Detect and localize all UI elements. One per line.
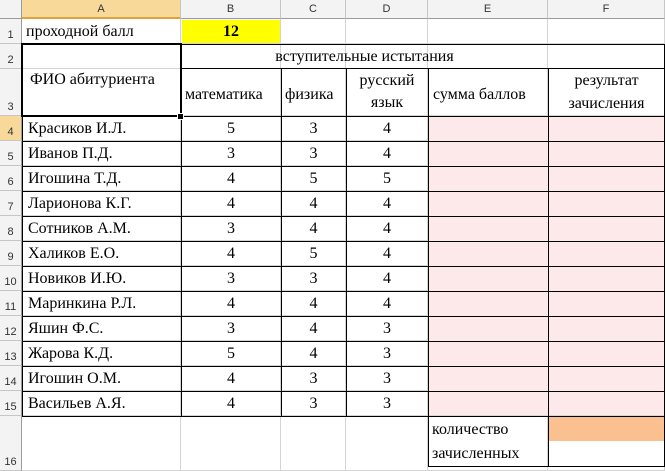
russian-score[interactable]: 3: [383, 395, 391, 412]
enrolled-count-label-line2[interactable]: зачисленных: [432, 445, 520, 462]
math-score[interactable]: 3: [227, 220, 235, 237]
grid-cell[interactable]: [346, 19, 428, 44]
grid-cell[interactable]: [181, 416, 281, 471]
applicant-name[interactable]: Новиков И.Ю.: [28, 270, 127, 287]
table-border: [22, 216, 665, 217]
applicant-name[interactable]: Яшин Ф.С.: [28, 320, 104, 337]
applicant-name[interactable]: Иванов П.Д.: [28, 145, 113, 162]
applicant-name[interactable]: Красиков И.Л.: [28, 120, 127, 137]
applicant-name[interactable]: Ларионова К.Г.: [28, 195, 132, 212]
header-sum[interactable]: сумма баллов: [433, 86, 526, 103]
applicant-name[interactable]: Игошина Т.Д.: [28, 170, 122, 187]
physics-score[interactable]: 4: [309, 195, 318, 212]
grid-cell[interactable]: [22, 416, 181, 471]
column-header-f[interactable]: F: [548, 0, 665, 19]
math-score[interactable]: 3: [227, 270, 235, 287]
physics-score[interactable]: 3: [309, 270, 318, 287]
table-border: [22, 291, 665, 292]
header-exams[interactable]: вступительные истытания: [275, 48, 454, 65]
russian-score[interactable]: 4: [383, 195, 391, 212]
math-score[interactable]: 4: [227, 395, 235, 412]
row-header-4[interactable]: 4: [0, 116, 22, 141]
row-header-5[interactable]: 5: [0, 141, 22, 166]
row-header-12[interactable]: 12: [0, 316, 22, 341]
grid-cell[interactable]: [281, 19, 346, 44]
column-header-a[interactable]: A: [22, 0, 181, 19]
column-header-c[interactable]: C: [281, 0, 346, 19]
grid-cell[interactable]: [281, 416, 346, 471]
math-score[interactable]: 5: [227, 120, 235, 137]
table-border: [22, 416, 665, 417]
physics-score[interactable]: 5: [309, 170, 318, 187]
header-fio[interactable]: ФИО абитуриента: [30, 71, 155, 88]
table-border: [428, 68, 429, 416]
row-header-2[interactable]: 2: [0, 44, 22, 69]
table-border: [22, 266, 665, 267]
header-result-line1[interactable]: результат: [574, 72, 639, 89]
grid-cell[interactable]: [548, 19, 665, 44]
grid-cell[interactable]: [428, 19, 548, 44]
column-header-b[interactable]: B: [181, 0, 281, 19]
russian-score[interactable]: 3: [383, 345, 391, 362]
header-russian-line2[interactable]: язык: [370, 94, 404, 111]
math-score[interactable]: 3: [227, 145, 235, 162]
math-score[interactable]: 4: [227, 170, 235, 187]
row-header-3[interactable]: 3: [0, 69, 22, 116]
applicant-name[interactable]: Халиков Е.О.: [28, 245, 120, 262]
table-border: [181, 68, 665, 69]
row-header-11[interactable]: 11: [0, 291, 22, 316]
row-header-7[interactable]: 7: [0, 191, 22, 216]
physics-score[interactable]: 4: [309, 295, 318, 312]
applicant-name[interactable]: Сотников А.М.: [28, 220, 131, 237]
applicant-name[interactable]: Игошин О.М.: [28, 370, 121, 387]
physics-score[interactable]: 5: [309, 245, 318, 262]
passing-score-label[interactable]: проходной балл: [26, 23, 134, 40]
russian-score[interactable]: 4: [383, 145, 391, 162]
physics-score[interactable]: 4: [309, 345, 318, 362]
russian-score[interactable]: 3: [383, 370, 391, 387]
physics-score[interactable]: 3: [309, 145, 318, 162]
table-border: [22, 316, 665, 317]
table-border: [22, 366, 665, 367]
physics-score[interactable]: 3: [309, 120, 318, 137]
applicant-name[interactable]: Маринкина Р.Л.: [28, 295, 137, 312]
russian-score[interactable]: 4: [383, 295, 391, 312]
passing-score-value[interactable]: 12: [223, 23, 239, 40]
enrolled-count-cell[interactable]: [549, 416, 665, 441]
header-physics[interactable]: физика: [285, 86, 334, 103]
table-border: [548, 68, 549, 416]
table-border: [22, 241, 665, 242]
physics-score[interactable]: 4: [309, 320, 318, 337]
header-result-line2[interactable]: зачисления: [568, 95, 645, 112]
table-border: [428, 416, 429, 466]
select-all-corner[interactable]: [0, 0, 22, 19]
row-header-6[interactable]: 6: [0, 166, 22, 191]
table-border: [281, 68, 282, 416]
applicant-name[interactable]: Васильев А.Я.: [28, 395, 126, 412]
row-header-13[interactable]: 13: [0, 341, 22, 366]
russian-score[interactable]: 4: [383, 270, 391, 287]
physics-score[interactable]: 3: [309, 370, 318, 387]
row-header-16[interactable]: 16: [0, 416, 22, 471]
russian-score[interactable]: 5: [383, 170, 391, 187]
grid-cell[interactable]: [346, 416, 428, 471]
row-header-15[interactable]: 15: [0, 391, 22, 416]
row-header-10[interactable]: 10: [0, 266, 22, 291]
table-border: [22, 391, 665, 392]
fill-handle[interactable]: [177, 113, 184, 120]
header-russian-line1[interactable]: русский: [359, 72, 415, 89]
math-score[interactable]: 4: [227, 195, 235, 212]
table-border: [548, 416, 549, 466]
enrolled-count-label-line1[interactable]: количество: [432, 421, 509, 438]
table-border: [22, 191, 665, 192]
russian-score[interactable]: 4: [383, 120, 391, 137]
physics-score[interactable]: 3: [309, 395, 318, 412]
row-header-9[interactable]: 9: [0, 241, 22, 266]
table-border: [428, 466, 665, 467]
russian-score[interactable]: 4: [383, 245, 391, 262]
math-score[interactable]: 5: [227, 345, 235, 362]
math-score[interactable]: 4: [227, 370, 235, 387]
table-border: [22, 341, 665, 342]
column-header-e[interactable]: E: [428, 0, 548, 19]
column-header-d[interactable]: D: [346, 0, 428, 19]
selected-cell-outline: [21, 43, 182, 117]
russian-score[interactable]: 3: [383, 320, 391, 337]
math-score[interactable]: 4: [227, 245, 235, 262]
math-score[interactable]: 4: [227, 295, 235, 312]
header-math[interactable]: математика: [185, 86, 263, 103]
row-header-8[interactable]: 8: [0, 216, 22, 241]
row-header-1[interactable]: 1: [0, 19, 22, 44]
row-header-14[interactable]: 14: [0, 366, 22, 391]
grid-cell[interactable]: [548, 44, 665, 69]
applicant-name[interactable]: Жарова К.Д.: [28, 345, 114, 362]
math-score[interactable]: 3: [227, 320, 235, 337]
russian-score[interactable]: 4: [383, 220, 391, 237]
table-border: [346, 68, 347, 416]
table-border: [22, 166, 665, 167]
physics-score[interactable]: 4: [309, 220, 318, 237]
table-border: [22, 141, 665, 142]
